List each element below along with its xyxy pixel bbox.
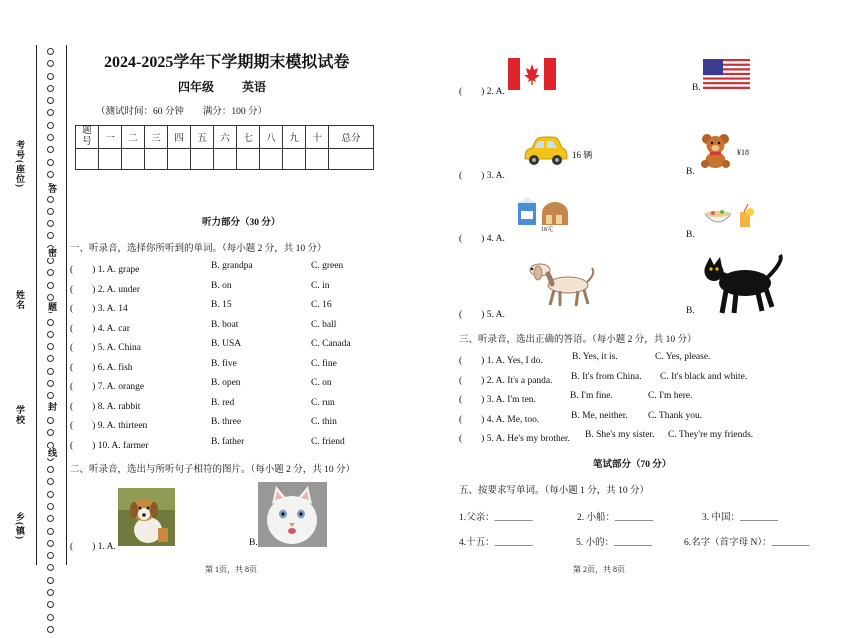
binding-dot bbox=[47, 319, 54, 326]
exam-title: 2024-2025学年下学期期末模拟试卷 bbox=[104, 54, 350, 71]
binding-line-right bbox=[66, 45, 67, 565]
p1-option-c: C. ball bbox=[311, 319, 337, 330]
score-header-cell: 十 bbox=[306, 126, 329, 149]
p3-question[interactable]: ( ) 4. A. Me, too. bbox=[459, 414, 540, 425]
score-header-cell: 二 bbox=[122, 126, 145, 149]
milk-bread-image[interactable] bbox=[516, 197, 578, 227]
p5-item[interactable]: 1.父亲：________ bbox=[459, 513, 533, 523]
binding-dot bbox=[47, 491, 54, 498]
bear-price-label: ¥18 bbox=[737, 148, 749, 157]
seal-char-dense: 密 bbox=[47, 248, 57, 258]
binding-dot bbox=[47, 392, 54, 399]
binding-dot bbox=[47, 109, 54, 116]
score-header-cell: 六 bbox=[214, 126, 237, 149]
p3-question[interactable]: ( ) 1. A. Yes, I do. bbox=[459, 356, 543, 366]
score-header-cell: 八 bbox=[260, 126, 283, 149]
binding-dot bbox=[47, 380, 54, 387]
score-cell[interactable] bbox=[99, 149, 122, 170]
score-header-total: 总分 bbox=[329, 126, 374, 149]
binding-dot bbox=[47, 232, 54, 239]
binding-dot bbox=[47, 73, 54, 80]
binding-dot bbox=[47, 589, 54, 596]
noodles-juice-image[interactable] bbox=[704, 204, 756, 229]
binding-dot bbox=[47, 269, 54, 276]
p3-question[interactable]: ( ) 5. A. He's my brother. bbox=[459, 434, 570, 444]
score-header-cell: 五 bbox=[191, 126, 214, 149]
footer-left: 第 1页，共 8页 bbox=[205, 565, 257, 574]
p5-item[interactable]: 3. 中国：________ bbox=[702, 513, 779, 523]
binding-dot bbox=[47, 171, 54, 178]
p2-q2-label: ( ) 2. A. bbox=[459, 87, 505, 97]
canada-flag-image[interactable] bbox=[508, 58, 556, 90]
part1-title: 一、听录音，选择你所听到的单词。（每小题 2 分，共 10 分） bbox=[70, 244, 327, 254]
binding-dot bbox=[47, 122, 54, 129]
p2-q4-b-label: B. bbox=[686, 230, 695, 240]
binding-dot bbox=[47, 146, 54, 153]
binding-dot bbox=[47, 417, 54, 424]
p1-option-c: C. in bbox=[311, 280, 330, 291]
puppy-image[interactable] bbox=[118, 488, 175, 546]
p2-q3-b-label: B. bbox=[686, 167, 695, 177]
seal-char-answer: 答 bbox=[47, 184, 57, 194]
grade-label: 四年级 bbox=[178, 80, 215, 94]
kitten-image[interactable] bbox=[258, 482, 327, 547]
usa-flag-image[interactable] bbox=[703, 59, 750, 89]
p2-q5-b-label: B. bbox=[686, 306, 695, 316]
binding-dots bbox=[47, 48, 55, 638]
p1-question[interactable]: ( ) 3. A. 14 bbox=[70, 304, 128, 314]
subject-label: 英语 bbox=[242, 80, 267, 94]
score-cell[interactable] bbox=[122, 149, 145, 170]
binding-dot bbox=[47, 282, 54, 289]
p1-question[interactable]: ( ) 7. A. orange bbox=[70, 382, 145, 392]
score-cell[interactable] bbox=[214, 149, 237, 170]
seal-char-line: 线 bbox=[47, 448, 57, 458]
p1-question[interactable]: ( ) 10. A. farmer bbox=[70, 440, 149, 451]
binding-dot bbox=[47, 343, 54, 350]
p1-option-c: C. Canada bbox=[311, 339, 351, 349]
score-header-cell: 四 bbox=[168, 126, 191, 149]
p2-q3-label: ( ) 3. A. bbox=[459, 171, 505, 181]
binding-dot bbox=[47, 60, 54, 67]
binding-dot bbox=[47, 208, 54, 215]
part2-title: 二、听录音，选出与所听句子相符的图片。（每小题 2 分，共 10 分） bbox=[70, 465, 356, 475]
score-cell[interactable] bbox=[145, 149, 168, 170]
p1-question[interactable]: ( ) 9. A. thirteen bbox=[70, 421, 148, 431]
score-header-cell: 三 bbox=[145, 126, 168, 149]
score-header-cell: 题 号 bbox=[76, 126, 99, 149]
p1-option-b: B. three bbox=[211, 417, 242, 427]
binding-dot bbox=[47, 478, 54, 485]
toy-car-image[interactable] bbox=[522, 133, 568, 167]
seal-char-seal: 封 bbox=[47, 402, 57, 412]
binding-dot bbox=[47, 564, 54, 571]
score-cell[interactable] bbox=[237, 149, 260, 170]
cat-image[interactable] bbox=[700, 253, 796, 315]
p1-question[interactable]: ( ) 2. A. under bbox=[70, 284, 140, 295]
binding-dot bbox=[47, 515, 54, 522]
p2-q1-label: ( ) 1. A. bbox=[70, 542, 116, 552]
binding-dot bbox=[47, 257, 54, 264]
binding-dot bbox=[47, 601, 54, 608]
p3-option-c: C. Yes, please. bbox=[655, 352, 711, 362]
footer-right: 第 2页，共 8页 bbox=[573, 565, 625, 574]
part5-title: 五、按要求写单词。（每小题 1 分，共 10 分） bbox=[459, 486, 650, 496]
car-count-label: 16 辆 bbox=[572, 150, 593, 160]
p1-option-b: B. USA bbox=[211, 339, 242, 349]
score-header-cell: 七 bbox=[237, 126, 260, 149]
p3-option-b: B. I'm fine. bbox=[570, 391, 613, 401]
p1-option-b: B. father bbox=[211, 436, 245, 447]
p1-option-b: B. on bbox=[211, 280, 232, 291]
score-cell[interactable] bbox=[168, 149, 191, 170]
p1-option-b: B. five bbox=[211, 358, 237, 369]
score-header-cell: 九 bbox=[283, 126, 306, 149]
dog-image[interactable] bbox=[526, 260, 598, 308]
p1-option-b: B. boat bbox=[211, 319, 239, 330]
p3-option-c: C. Thank you. bbox=[648, 410, 703, 421]
binding-label-township: 乡(镇) bbox=[15, 512, 25, 540]
p1-option-c: C. thin bbox=[311, 417, 337, 427]
binding-line-left bbox=[36, 45, 37, 565]
score-cell[interactable] bbox=[191, 149, 214, 170]
seal-char-question: 题 bbox=[47, 302, 57, 312]
score-cell[interactable] bbox=[306, 149, 329, 170]
binding-dot bbox=[47, 368, 54, 375]
p1-question[interactable]: ( ) 5. A. China bbox=[70, 343, 141, 353]
binding-dot bbox=[47, 552, 54, 559]
p1-option-b: B. red bbox=[211, 397, 235, 408]
exam-note: （测试时间：60 分钟 满分：100 分） bbox=[96, 107, 268, 117]
p5-item[interactable]: 5. 小的：________ bbox=[576, 538, 653, 548]
listening-heading: 听力部分（30 分） bbox=[202, 218, 281, 228]
p3-option-b: B. She's my sister. bbox=[585, 430, 655, 440]
p3-option-c: C. I'm here. bbox=[648, 391, 693, 401]
p5-item[interactable]: 2. 小船：________ bbox=[577, 513, 654, 523]
p2-q2-b-label: B. bbox=[692, 83, 701, 93]
binding-dot bbox=[47, 626, 54, 633]
p1-question[interactable]: ( ) 1. A. grape bbox=[70, 265, 140, 275]
binding-dot bbox=[47, 294, 54, 301]
binding-dot bbox=[47, 331, 54, 338]
binding-label-school: 学校 bbox=[15, 405, 25, 425]
p1-option-c: C. friend bbox=[311, 436, 345, 447]
binding-dot bbox=[47, 134, 54, 141]
binding-dot bbox=[47, 85, 54, 92]
p2-q4-label: ( ) 4. A. bbox=[459, 234, 505, 244]
p1-option-c: C. on bbox=[311, 378, 332, 388]
score-cell-total[interactable] bbox=[329, 149, 374, 170]
binding-dot bbox=[47, 540, 54, 547]
binding-dot bbox=[47, 48, 54, 55]
binding-label-exam-number: 考号(座位) bbox=[15, 140, 25, 188]
binding-label-name: 姓名 bbox=[15, 290, 25, 310]
bread-price-label: 18元 bbox=[541, 227, 554, 233]
binding-dot bbox=[47, 355, 54, 362]
p3-question[interactable]: ( ) 3. A. I'm ten. bbox=[459, 395, 536, 405]
p3-option-c: C. They're my friends. bbox=[668, 430, 754, 440]
p1-option-b: B. grandpa bbox=[211, 261, 253, 271]
binding-dot bbox=[47, 220, 54, 227]
p1-option-c: C. fine bbox=[311, 358, 337, 369]
binding-dot bbox=[47, 159, 54, 166]
p1-option-b: B. 15 bbox=[211, 300, 232, 310]
binding-dot bbox=[47, 196, 54, 203]
teddy-bear-image[interactable] bbox=[699, 133, 732, 169]
p1-option-c: C. green bbox=[311, 261, 344, 271]
binding-dot bbox=[47, 577, 54, 584]
p1-question[interactable]: ( ) 6. A. fish bbox=[70, 362, 133, 373]
p1-option-c: C. 16 bbox=[311, 300, 332, 310]
score-cell[interactable] bbox=[76, 149, 99, 170]
binding-dot bbox=[47, 503, 54, 510]
p3-option-c: C. It's black and white. bbox=[660, 371, 748, 382]
p1-question[interactable]: ( ) 4. A. car bbox=[70, 323, 130, 334]
score-table bbox=[75, 125, 374, 170]
part3-title: 三、听录音，选出正确的答语。（每小题 2 分，共 10 分） bbox=[459, 335, 697, 345]
score-header-cell: 一 bbox=[99, 126, 122, 149]
p3-option-b: B. Yes, it is. bbox=[572, 352, 618, 362]
p3-question[interactable]: ( ) 2. A. It's a panda. bbox=[459, 375, 553, 386]
p5-item[interactable]: 4.十五：________ bbox=[459, 538, 533, 548]
binding-dot bbox=[47, 429, 54, 436]
p5-item[interactable]: 6.名字（首字母 N）：________ bbox=[684, 538, 810, 548]
score-cell[interactable] bbox=[260, 149, 283, 170]
score-cell[interactable] bbox=[283, 149, 306, 170]
binding-dot bbox=[47, 614, 54, 621]
p1-option-c: C. run bbox=[311, 397, 335, 408]
binding-dot bbox=[47, 528, 54, 535]
p3-option-b: B. It's from China. bbox=[571, 371, 642, 382]
binding-dot bbox=[47, 466, 54, 473]
p1-option-b: B. open bbox=[211, 378, 241, 388]
binding-dot bbox=[47, 97, 54, 104]
p3-option-b: B. Me, neither. bbox=[571, 410, 628, 421]
writing-heading: 笔试部分（70 分） bbox=[593, 460, 672, 470]
p1-question[interactable]: ( ) 8. A. rabbit bbox=[70, 401, 141, 412]
p2-q5-label: ( ) 5. A. bbox=[459, 310, 505, 320]
p2-q1-b-label: B. bbox=[249, 538, 258, 548]
